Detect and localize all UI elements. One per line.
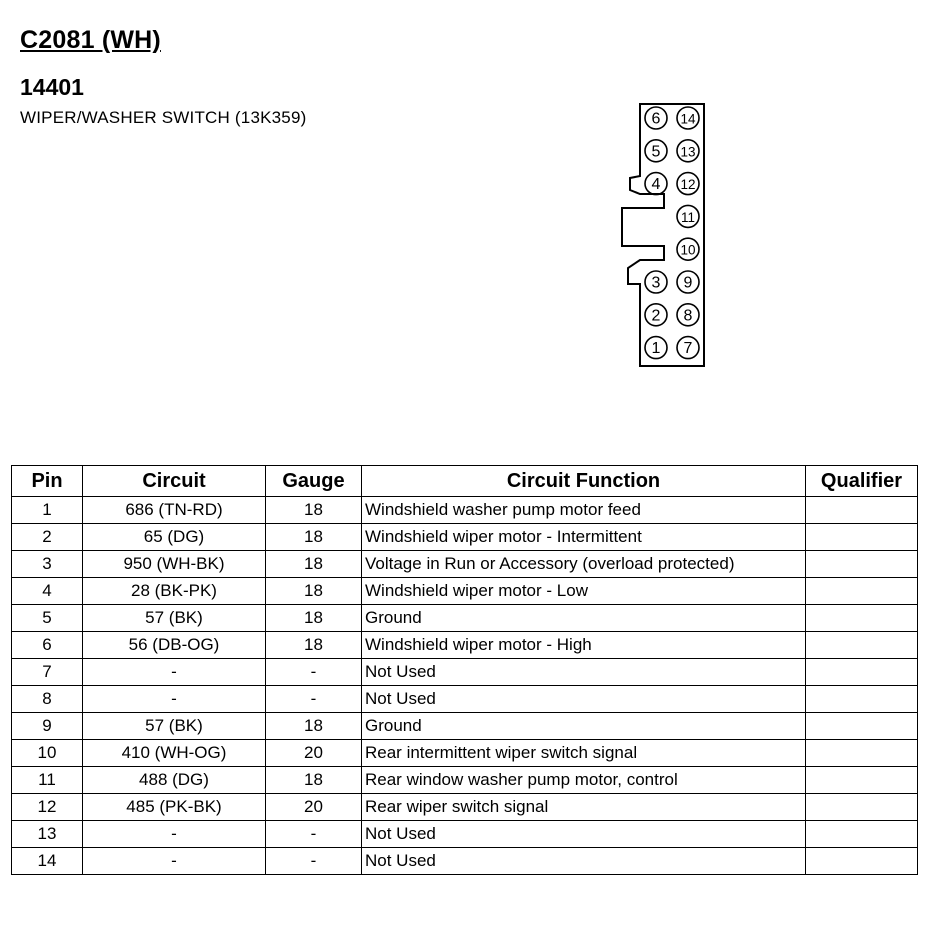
table-row [12,740,918,767]
pin-cell: 1 [12,497,83,524]
col-header-circuit: Circuit [83,466,266,497]
qualifier-cell [806,848,918,875]
gauge-cell: 18 [266,767,362,794]
pin-cell: 3 [12,551,83,578]
connector-id: C2081 (WH) [20,26,161,54]
gauge-cell: - [266,848,362,875]
pin-cell: 13 [12,821,83,848]
pin-10 [677,238,699,260]
qualifier-cell [806,686,918,713]
pin-number-label: 4 [651,176,661,194]
circuit-cell: - [83,848,266,875]
circuit-function-cell: Not Used [362,659,806,686]
circuit-function-cell: Windshield wiper motor - Low [362,578,806,605]
circuit-function-cell: Voltage in Run or Accessory (overload protected) [362,551,806,578]
pin-number-label: 2 [651,307,661,325]
part-number: 14401 [20,74,84,100]
gauge-cell: 18 [266,605,362,632]
table-row [12,659,918,686]
pin-13 [677,140,699,162]
table-row [12,713,918,740]
pin-number-label: 5 [651,143,661,161]
circuit-cell: 485 (PK-BK) [83,794,266,821]
pin-number-label: 9 [683,274,693,292]
table-row [12,794,918,821]
circuit-function-cell: Not Used [362,686,806,713]
table-row [12,605,918,632]
circuit-cell: 56 (DB-OG) [83,632,266,659]
pin-1 [645,337,667,359]
gauge-cell: 18 [266,524,362,551]
pin-4 [645,173,667,195]
pin-cell: 8 [12,686,83,713]
qualifier-cell [806,794,918,821]
pin-cell: 7 [12,659,83,686]
gauge-cell: 18 [266,551,362,578]
circuit-cell: 410 (WH-OG) [83,740,266,767]
circuit-cell: - [83,821,266,848]
qualifier-cell [806,659,918,686]
circuit-cell: 57 (BK) [83,605,266,632]
pin-number-label: 7 [683,340,693,358]
circuit-cell: - [83,659,266,686]
pin-number-label: 12 [680,177,696,193]
pin-cell: 12 [12,794,83,821]
pin-number-label: 1 [651,340,661,358]
circuit-function-cell: Windshield wiper motor - Intermittent [362,524,806,551]
pin-number-label: 3 [651,274,661,292]
circuit-function-cell: Rear intermittent wiper switch signal [362,740,806,767]
pin-9 [677,271,699,293]
col-header-qualifier: Qualifier [806,466,918,497]
component-name: WIPER/WASHER SWITCH (13K359) [20,108,307,127]
pin-number-label: 6 [651,110,661,128]
col-header-gauge: Gauge [266,466,362,497]
circuit-function-cell: Ground [362,713,806,740]
circuit-cell: 950 (WH-BK) [83,551,266,578]
qualifier-cell [806,524,918,551]
qualifier-cell [806,821,918,848]
gauge-cell: 20 [266,740,362,767]
circuit-function-cell: Ground [362,605,806,632]
qualifier-cell [806,497,918,524]
circuit-cell: 488 (DG) [83,767,266,794]
pin-7 [677,337,699,359]
gauge-cell: 18 [266,497,362,524]
gauge-cell: 20 [266,794,362,821]
table-row [12,767,918,794]
table-row [12,848,918,875]
table-header-row [12,466,918,497]
pin-cell: 9 [12,713,83,740]
circuit-function-cell: Windshield washer pump motor feed [362,497,806,524]
gauge-cell: 18 [266,632,362,659]
pin-3 [645,271,667,293]
qualifier-cell [806,632,918,659]
table-row [12,578,918,605]
gauge-cell: 18 [266,578,362,605]
circuit-cell: 686 (TN-RD) [83,497,266,524]
col-header-pin: Pin [12,466,83,497]
pin-6 [645,107,667,129]
gauge-cell: - [266,659,362,686]
pins-left-column [645,107,667,359]
pin-number-label: 8 [683,307,693,325]
pinout-table [11,465,918,875]
table-row [12,632,918,659]
table-row [12,821,918,848]
circuit-function-cell: Not Used [362,821,806,848]
pin-cell: 4 [12,578,83,605]
pin-number-label: 14 [680,111,696,127]
pin-number-label: 13 [680,144,696,160]
circuit-function-cell: Windshield wiper motor - High [362,632,806,659]
pinout-table-body [12,497,918,875]
table-row [12,497,918,524]
connector-face-diagram [610,96,720,370]
table-row [12,524,918,551]
pin-12 [677,173,699,195]
pin-5 [645,140,667,162]
pin-number-label: 11 [680,209,696,225]
pin-8 [677,304,699,326]
pin-11 [677,205,699,227]
circuit-function-cell: Not Used [362,848,806,875]
table-row [12,686,918,713]
pin-cell: 2 [12,524,83,551]
pin-cell: 11 [12,767,83,794]
circuit-cell: - [83,686,266,713]
col-header-circuit-function: Circuit Function [362,466,806,497]
qualifier-cell [806,578,918,605]
circuit-function-cell: Rear wiper switch signal [362,794,806,821]
circuit-cell: 28 (BK-PK) [83,578,266,605]
qualifier-cell [806,551,918,578]
gauge-cell: 18 [266,713,362,740]
pin-number-label: 10 [680,242,696,258]
pin-14 [677,107,699,129]
qualifier-cell [806,740,918,767]
circuit-cell: 65 (DG) [83,524,266,551]
circuit-function-cell: Rear window washer pump motor, control [362,767,806,794]
circuit-cell: 57 (BK) [83,713,266,740]
gauge-cell: - [266,686,362,713]
pin-2 [645,304,667,326]
pin-cell: 5 [12,605,83,632]
gauge-cell: - [266,821,362,848]
qualifier-cell [806,605,918,632]
pin-cell: 10 [12,740,83,767]
table-row [12,551,918,578]
pins-right-column [677,107,699,359]
pin-cell: 6 [12,632,83,659]
pin-cell: 14 [12,848,83,875]
qualifier-cell [806,767,918,794]
qualifier-cell [806,713,918,740]
